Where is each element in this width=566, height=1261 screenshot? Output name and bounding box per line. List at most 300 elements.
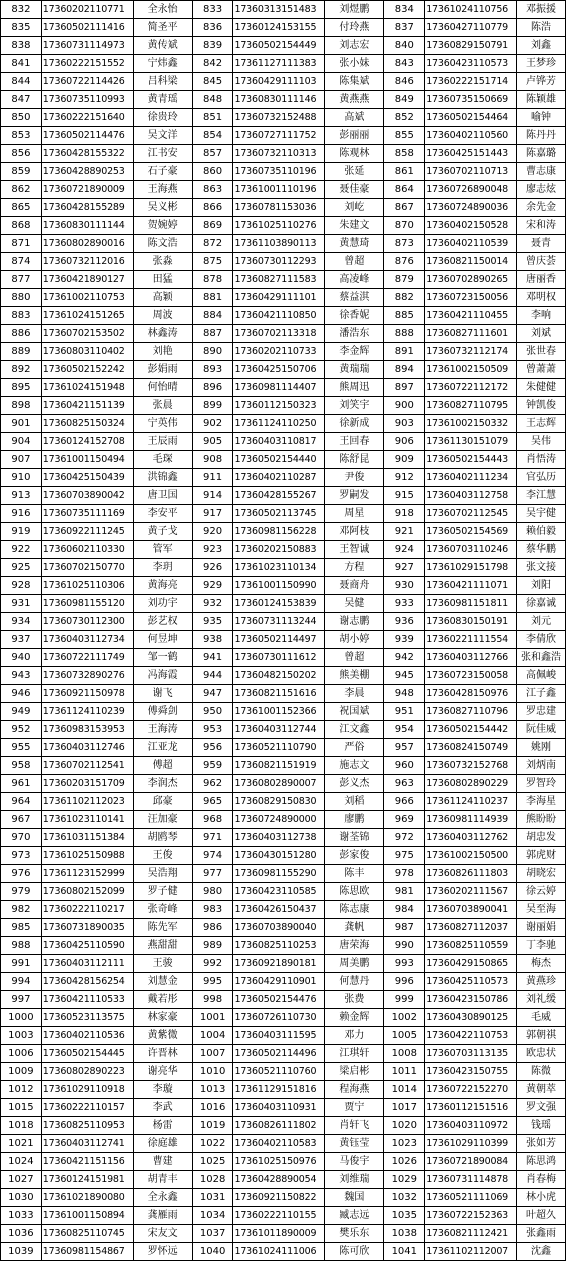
table-row: [1, 1099, 566, 1117]
name-cell: 江亚龙: [133, 739, 192, 757]
name-cell: 丁李驰: [516, 937, 565, 955]
exam-id-cell: 17360825110253: [233, 937, 325, 955]
name-cell: 臧志远: [325, 1207, 384, 1225]
exam-id-cell: 17360426150437: [233, 901, 325, 919]
serial-number-cell: 1025: [192, 1153, 233, 1171]
table-row: [1, 955, 566, 973]
serial-number-cell: 990: [384, 937, 425, 955]
serial-number-cell: 871: [1, 235, 42, 253]
table-row: [1, 703, 566, 721]
name-cell: 全永怡: [133, 1, 192, 19]
table-row: [1, 1081, 566, 1099]
name-cell: 陈先军: [133, 919, 192, 937]
exam-id-cell: 17360802890007: [233, 775, 325, 793]
name-cell: 高凌峰: [325, 271, 384, 289]
table-row: [1, 1153, 566, 1171]
table-row: [1, 919, 566, 937]
table-row: [1, 361, 566, 379]
exam-id-cell: 17361024151948: [41, 379, 133, 397]
name-cell: 邓振援: [516, 1, 565, 19]
exam-id-cell: 17360502154449: [233, 37, 325, 55]
serial-number-cell: 993: [384, 955, 425, 973]
name-cell: 王辰雨: [133, 433, 192, 451]
name-cell: 唐卫国: [133, 487, 192, 505]
exam-id-cell: 17360222110157: [41, 1099, 133, 1117]
serial-number-cell: 949: [1, 703, 42, 721]
exam-id-cell: 17360732890276: [41, 667, 133, 685]
serial-number-cell: 996: [384, 973, 425, 991]
serial-number-cell: 907: [1, 451, 42, 469]
name-cell: 高斌: [325, 109, 384, 127]
serial-number-cell: 945: [384, 667, 425, 685]
serial-number-cell: 997: [1, 991, 42, 1009]
table-row: [1, 325, 566, 343]
exam-id-cell: 17361002110753: [41, 289, 133, 307]
exam-id-cell: 17361124110250: [233, 415, 325, 433]
exam-id-cell: 17360502114496: [233, 1045, 325, 1063]
exam-id-cell: 17361123152999: [41, 865, 133, 883]
name-cell: 彭艺权: [133, 613, 192, 631]
exam-id-cell: 17361023110134: [233, 559, 325, 577]
serial-number-cell: 915: [384, 487, 425, 505]
exam-id-cell: 17360403112741: [41, 1135, 133, 1153]
exam-id-cell: 17360403112758: [425, 487, 517, 505]
serial-number-cell: 953: [192, 721, 233, 739]
serial-number-cell: 1031: [192, 1189, 233, 1207]
serial-number-cell: 962: [192, 775, 233, 793]
exam-id-cell: 17360430890125: [425, 1009, 517, 1027]
name-cell: 石子豪: [133, 163, 192, 181]
serial-number-cell: 887: [192, 325, 233, 343]
name-cell: 陈丰: [325, 865, 384, 883]
serial-number-cell: 1029: [384, 1171, 425, 1189]
table-row: [1, 1135, 566, 1153]
exam-id-cell: 17360428156254: [41, 973, 133, 991]
serial-number-cell: 985: [1, 919, 42, 937]
serial-number-cell: 930: [384, 577, 425, 595]
serial-number-cell: 938: [192, 631, 233, 649]
name-cell: 宁英伟: [133, 415, 192, 433]
table-row: [1, 217, 566, 235]
name-cell: 胡青丰: [133, 1171, 192, 1189]
serial-number-cell: 879: [384, 271, 425, 289]
exam-id-cell: 17360730112293: [233, 253, 325, 271]
name-cell: 王俊: [133, 847, 192, 865]
exam-id-cell: 17360202110771: [41, 1, 133, 19]
exam-id-cell: 17360802890016: [41, 235, 133, 253]
serial-number-cell: 924: [384, 541, 425, 559]
table-row: [1, 1225, 566, 1243]
exam-id-cell: 17360983153953: [41, 721, 133, 739]
exam-id-cell: 17360429111103: [233, 73, 325, 91]
exam-id-cell: 17360724890036: [425, 199, 517, 217]
table-row: [1, 127, 566, 145]
table-row: [1, 541, 566, 559]
exam-id-cell: 17360112150323: [233, 397, 325, 415]
exam-id-cell: 17360702890265: [425, 271, 517, 289]
exam-id-cell: 17360421110455: [425, 307, 517, 325]
exam-id-cell: 17361001152366: [233, 703, 325, 721]
serial-number-cell: 943: [1, 667, 42, 685]
name-cell: 徐庭雄: [133, 1135, 192, 1153]
exam-id-cell: 17360421151139: [41, 397, 133, 415]
exam-id-cell: 17361102112023: [41, 793, 133, 811]
name-cell: 江文鑫: [325, 721, 384, 739]
serial-number-cell: 903: [384, 415, 425, 433]
name-cell: 张世春: [516, 343, 565, 361]
serial-number-cell: 977: [192, 865, 233, 883]
name-cell: 官弘历: [516, 469, 565, 487]
exam-id-cell: 17360429150865: [425, 955, 517, 973]
name-cell: 黄朝萃: [516, 1081, 565, 1099]
serial-number-cell: 979: [1, 883, 42, 901]
name-cell: 陈嘉璐: [516, 145, 565, 163]
name-cell: 罗嗣发: [325, 487, 384, 505]
serial-number-cell: 1019: [192, 1117, 233, 1135]
exam-id-cell: 17360202150883: [233, 541, 325, 559]
name-cell: 张鑫雨: [516, 1225, 565, 1243]
serial-number-cell: 863: [192, 181, 233, 199]
serial-number-cell: 976: [1, 865, 42, 883]
name-cell: 邱豪: [133, 793, 192, 811]
name-cell: 林小虎: [516, 1189, 565, 1207]
exam-id-cell: 17361102112007: [425, 1243, 517, 1261]
serial-number-cell: 874: [1, 253, 42, 271]
exam-id-cell: 17361124110239: [41, 703, 133, 721]
serial-number-cell: 967: [1, 811, 42, 829]
exam-id-cell: 17360722152270: [425, 1081, 517, 1099]
serial-number-cell: 928: [1, 577, 42, 595]
name-cell: 钱瑶: [516, 1117, 565, 1135]
exam-id-cell: 17360981155290: [233, 865, 325, 883]
serial-number-cell: 986: [192, 919, 233, 937]
exam-id-cell: 17360403110931: [233, 1099, 325, 1117]
exam-id-cell: 17360821112421: [425, 1225, 517, 1243]
serial-number-cell: 911: [192, 469, 233, 487]
serial-number-cell: 994: [1, 973, 42, 991]
name-cell: 刘礼缓: [516, 991, 565, 1009]
serial-number-cell: 963: [384, 775, 425, 793]
name-cell: 管军: [133, 541, 192, 559]
serial-number-cell: 867: [384, 199, 425, 217]
serial-number-cell: 1002: [384, 1009, 425, 1027]
name-cell: 黄慧琦: [325, 235, 384, 253]
serial-number-cell: 923: [192, 541, 233, 559]
name-cell: 刘维瑞: [325, 1171, 384, 1189]
name-cell: 刘志宏: [325, 37, 384, 55]
table-row: [1, 739, 566, 757]
name-cell: 张文接: [516, 559, 565, 577]
exam-id-cell: 17360981155120: [41, 595, 133, 613]
serial-number-cell: 857: [192, 145, 233, 163]
exam-id-cell: 17360703113135: [425, 1045, 517, 1063]
serial-number-cell: 1032: [384, 1189, 425, 1207]
exam-id-cell: 17361025110276: [233, 217, 325, 235]
exam-id-cell: 17360921890181: [233, 955, 325, 973]
serial-number-cell: 980: [192, 883, 233, 901]
name-cell: 戴若彤: [133, 991, 192, 1009]
name-cell: 邓力: [325, 1027, 384, 1045]
exam-id-cell: 17360702153502: [41, 325, 133, 343]
serial-number-cell: 1016: [192, 1099, 233, 1117]
exam-id-cell: 17360421890127: [41, 271, 133, 289]
exam-id-cell: 17361031151384: [41, 829, 133, 847]
exam-id-cell: 17360428890253: [41, 163, 133, 181]
exam-id-cell: 17360703890041: [425, 901, 517, 919]
serial-number-cell: 1000: [1, 1009, 42, 1027]
serial-number-cell: 939: [384, 631, 425, 649]
exam-id-cell: 17361025150988: [41, 847, 133, 865]
table-row: [1, 433, 566, 451]
name-cell: 彭丽丽: [325, 127, 384, 145]
serial-number-cell: 901: [1, 415, 42, 433]
table-row: [1, 1027, 566, 1045]
serial-number-cell: 835: [1, 19, 42, 37]
name-cell: 曹建: [133, 1153, 192, 1171]
table-row: [1, 793, 566, 811]
exam-id-cell: 17361023110141: [41, 811, 133, 829]
exam-id-cell: 17360521110790: [233, 739, 325, 757]
name-cell: 李倩欣: [516, 631, 565, 649]
name-cell: 黄子戈: [133, 523, 192, 541]
serial-number-cell: 1011: [384, 1063, 425, 1081]
name-cell: 沈鑫: [516, 1243, 565, 1261]
serial-number-cell: 941: [192, 649, 233, 667]
exam-id-cell: 17360402110539: [425, 235, 517, 253]
exam-id-cell: 17360602110330: [41, 541, 133, 559]
table-row: [1, 1243, 566, 1261]
exam-id-cell: 17360425150439: [41, 469, 133, 487]
name-cell: 刘元: [516, 613, 565, 631]
serial-number-cell: 906: [384, 433, 425, 451]
exam-id-cell: 17360521110760: [233, 1063, 325, 1081]
exam-id-cell: 17360502154476: [233, 991, 325, 1009]
name-cell: 卢铧芳: [516, 73, 565, 91]
name-cell: 林家豪: [133, 1009, 192, 1027]
exam-id-cell: 17360402110560: [425, 127, 517, 145]
exam-id-cell: 17360730111612: [233, 649, 325, 667]
exam-id-cell: 17360827110796: [425, 703, 517, 721]
name-cell: 陈可欣: [325, 1243, 384, 1261]
name-cell: 欧忠状: [516, 1045, 565, 1063]
exam-id-cell: 17360721890009: [41, 181, 133, 199]
name-cell: 高颖: [133, 289, 192, 307]
name-cell: 周星: [325, 505, 384, 523]
serial-number-cell: 899: [192, 397, 233, 415]
name-cell: 邓明权: [516, 289, 565, 307]
name-cell: 刘慧金: [133, 973, 192, 991]
name-cell: 汪加豪: [133, 811, 192, 829]
serial-number-cell: 969: [384, 811, 425, 829]
serial-number-cell: 872: [192, 235, 233, 253]
exam-id-cell: 17360221111554: [425, 631, 517, 649]
serial-number-cell: 1009: [1, 1063, 42, 1081]
exam-id-cell: 17360721890084: [425, 1153, 517, 1171]
serial-number-cell: 912: [384, 469, 425, 487]
serial-number-cell: 884: [192, 307, 233, 325]
exam-id-cell: 17360802152099: [41, 883, 133, 901]
serial-number-cell: 1030: [1, 1189, 42, 1207]
table-row: [1, 109, 566, 127]
name-cell: 王志辉: [516, 415, 565, 433]
serial-number-cell: 926: [192, 559, 233, 577]
exam-id-cell: 17360827112037: [425, 919, 517, 937]
name-cell: 何昱坤: [133, 631, 192, 649]
name-cell: 胡晓宏: [516, 865, 565, 883]
exam-id-cell: 17360402150528: [425, 217, 517, 235]
serial-number-cell: 1017: [384, 1099, 425, 1117]
serial-number-cell: 898: [1, 397, 42, 415]
exam-id-cell: 17360502154445: [41, 1045, 133, 1063]
exam-id-cell: 17360921150978: [41, 685, 133, 703]
serial-number-cell: 989: [192, 937, 233, 955]
serial-number-cell: 849: [384, 91, 425, 109]
serial-number-cell: 916: [1, 505, 42, 523]
name-cell: 张晨: [133, 397, 192, 415]
serial-number-cell: 974: [192, 847, 233, 865]
serial-number-cell: 841: [1, 55, 42, 73]
exam-id-cell: 17360313151483: [233, 1, 325, 19]
serial-number-cell: 1028: [192, 1171, 233, 1189]
serial-number-cell: 1012: [1, 1081, 42, 1099]
exam-id-cell: 17360403110972: [425, 1117, 517, 1135]
exam-id-cell: 17360722152363: [425, 1207, 517, 1225]
table-row: [1, 649, 566, 667]
exam-id-cell: 17360222151552: [41, 55, 133, 73]
exam-id-cell: 17360202110733: [233, 343, 325, 361]
name-cell: 张小妹: [325, 55, 384, 73]
exam-id-cell: 17360124152708: [41, 433, 133, 451]
serial-number-cell: 878: [192, 271, 233, 289]
name-cell: 彭娟雨: [133, 361, 192, 379]
serial-number-cell: 950: [192, 703, 233, 721]
name-cell: 熊盼盼: [516, 811, 565, 829]
serial-number-cell: 1004: [192, 1027, 233, 1045]
serial-number-cell: 897: [384, 379, 425, 397]
serial-number-cell: 848: [192, 91, 233, 109]
table-row: [1, 199, 566, 217]
name-cell: 梁启彬: [325, 1063, 384, 1081]
serial-number-cell: 1014: [384, 1081, 425, 1099]
table-row: [1, 757, 566, 775]
name-cell: 刘功宇: [133, 595, 192, 613]
name-cell: 宋友文: [133, 1225, 192, 1243]
name-cell: 黄燕珍: [516, 973, 565, 991]
exam-id-cell: 17360425151443: [425, 145, 517, 163]
serial-number-cell: 961: [1, 775, 42, 793]
exam-id-cell: 17361021890080: [41, 1189, 133, 1207]
name-cell: 肖悟涛: [516, 451, 565, 469]
serial-number-cell: 858: [384, 145, 425, 163]
serial-number-cell: 955: [1, 739, 42, 757]
serial-number-cell: 1036: [1, 1225, 42, 1243]
name-cell: 熊周迅: [325, 379, 384, 397]
serial-number-cell: 833: [192, 1, 233, 19]
name-cell: 曹志康: [516, 163, 565, 181]
name-cell: 刘炳南: [516, 757, 565, 775]
exam-id-cell: 17360428150976: [425, 685, 517, 703]
exam-id-cell: 17360427110779: [425, 19, 517, 37]
serial-number-cell: 873: [384, 235, 425, 253]
table-row: [1, 991, 566, 1009]
exam-id-cell: 17360422110753: [425, 1027, 517, 1045]
exam-id-cell: 17360981151811: [425, 595, 517, 613]
serial-number-cell: 842: [192, 55, 233, 73]
table-row: [1, 1045, 566, 1063]
table-row: [1, 1009, 566, 1027]
name-cell: 傅舜剑: [133, 703, 192, 721]
serial-number-cell: 983: [192, 901, 233, 919]
name-cell: 廖志炫: [516, 181, 565, 199]
serial-number-cell: 1021: [1, 1135, 42, 1153]
serial-number-cell: 1001: [192, 1009, 233, 1027]
name-cell: 谢亮华: [133, 1063, 192, 1081]
name-cell: 傅超: [133, 757, 192, 775]
serial-number-cell: 947: [192, 685, 233, 703]
exam-id-cell: 17360421110850: [233, 307, 325, 325]
name-cell: 罗子健: [133, 883, 192, 901]
table-row: [1, 685, 566, 703]
name-cell: 黄传斌: [133, 37, 192, 55]
name-cell: 宋和涛: [516, 217, 565, 235]
name-cell: 施志文: [325, 757, 384, 775]
exam-id-cell: 17360702112545: [425, 505, 517, 523]
table-row: [1, 829, 566, 847]
exam-id-cell: 17360403112762: [425, 829, 517, 847]
serial-number-cell: 958: [1, 757, 42, 775]
serial-number-cell: 966: [384, 793, 425, 811]
exam-id-cell: 17361029110399: [425, 1135, 517, 1153]
name-cell: 吴浩翔: [133, 865, 192, 883]
table-row: [1, 847, 566, 865]
name-cell: 王海涛: [133, 721, 192, 739]
table-row: [1, 1207, 566, 1225]
serial-number-cell: 918: [384, 505, 425, 523]
name-cell: 陈舒昆: [325, 451, 384, 469]
serial-number-cell: 956: [192, 739, 233, 757]
table-row: [1, 235, 566, 253]
exam-id-cell: 17360732112016: [41, 253, 133, 271]
serial-number-cell: 905: [192, 433, 233, 451]
serial-number-cell: 891: [384, 343, 425, 361]
name-cell: 许晋林: [133, 1045, 192, 1063]
serial-number-cell: 948: [384, 685, 425, 703]
serial-number-cell: 1005: [384, 1027, 425, 1045]
name-cell: 李响: [516, 307, 565, 325]
exam-id-cell: 17360502154442: [425, 721, 517, 739]
exam-id-cell: 17360502154443: [425, 451, 517, 469]
serial-number-cell: 965: [192, 793, 233, 811]
serial-number-cell: 895: [1, 379, 42, 397]
exam-id-cell: 17360403112738: [233, 829, 325, 847]
serial-number-cell: 832: [1, 1, 42, 19]
exam-id-cell: 17360423110585: [233, 883, 325, 901]
table-row: [1, 865, 566, 883]
exam-id-cell: 17360821151919: [233, 757, 325, 775]
serial-number-cell: 917: [192, 505, 233, 523]
table-row: [1, 1063, 566, 1081]
exam-id-cell: 17360403112111: [41, 955, 133, 973]
name-cell: 黄紫微: [133, 1027, 192, 1045]
serial-number-cell: 869: [192, 217, 233, 235]
table-row: [1, 271, 566, 289]
serial-number-cell: 859: [1, 163, 42, 181]
serial-number-cell: 855: [384, 127, 425, 145]
serial-number-cell: 1040: [192, 1243, 233, 1261]
serial-number-cell: 933: [384, 595, 425, 613]
exam-id-cell: 17360731114973: [41, 37, 133, 55]
exam-id-cell: 17360202111567: [425, 883, 517, 901]
